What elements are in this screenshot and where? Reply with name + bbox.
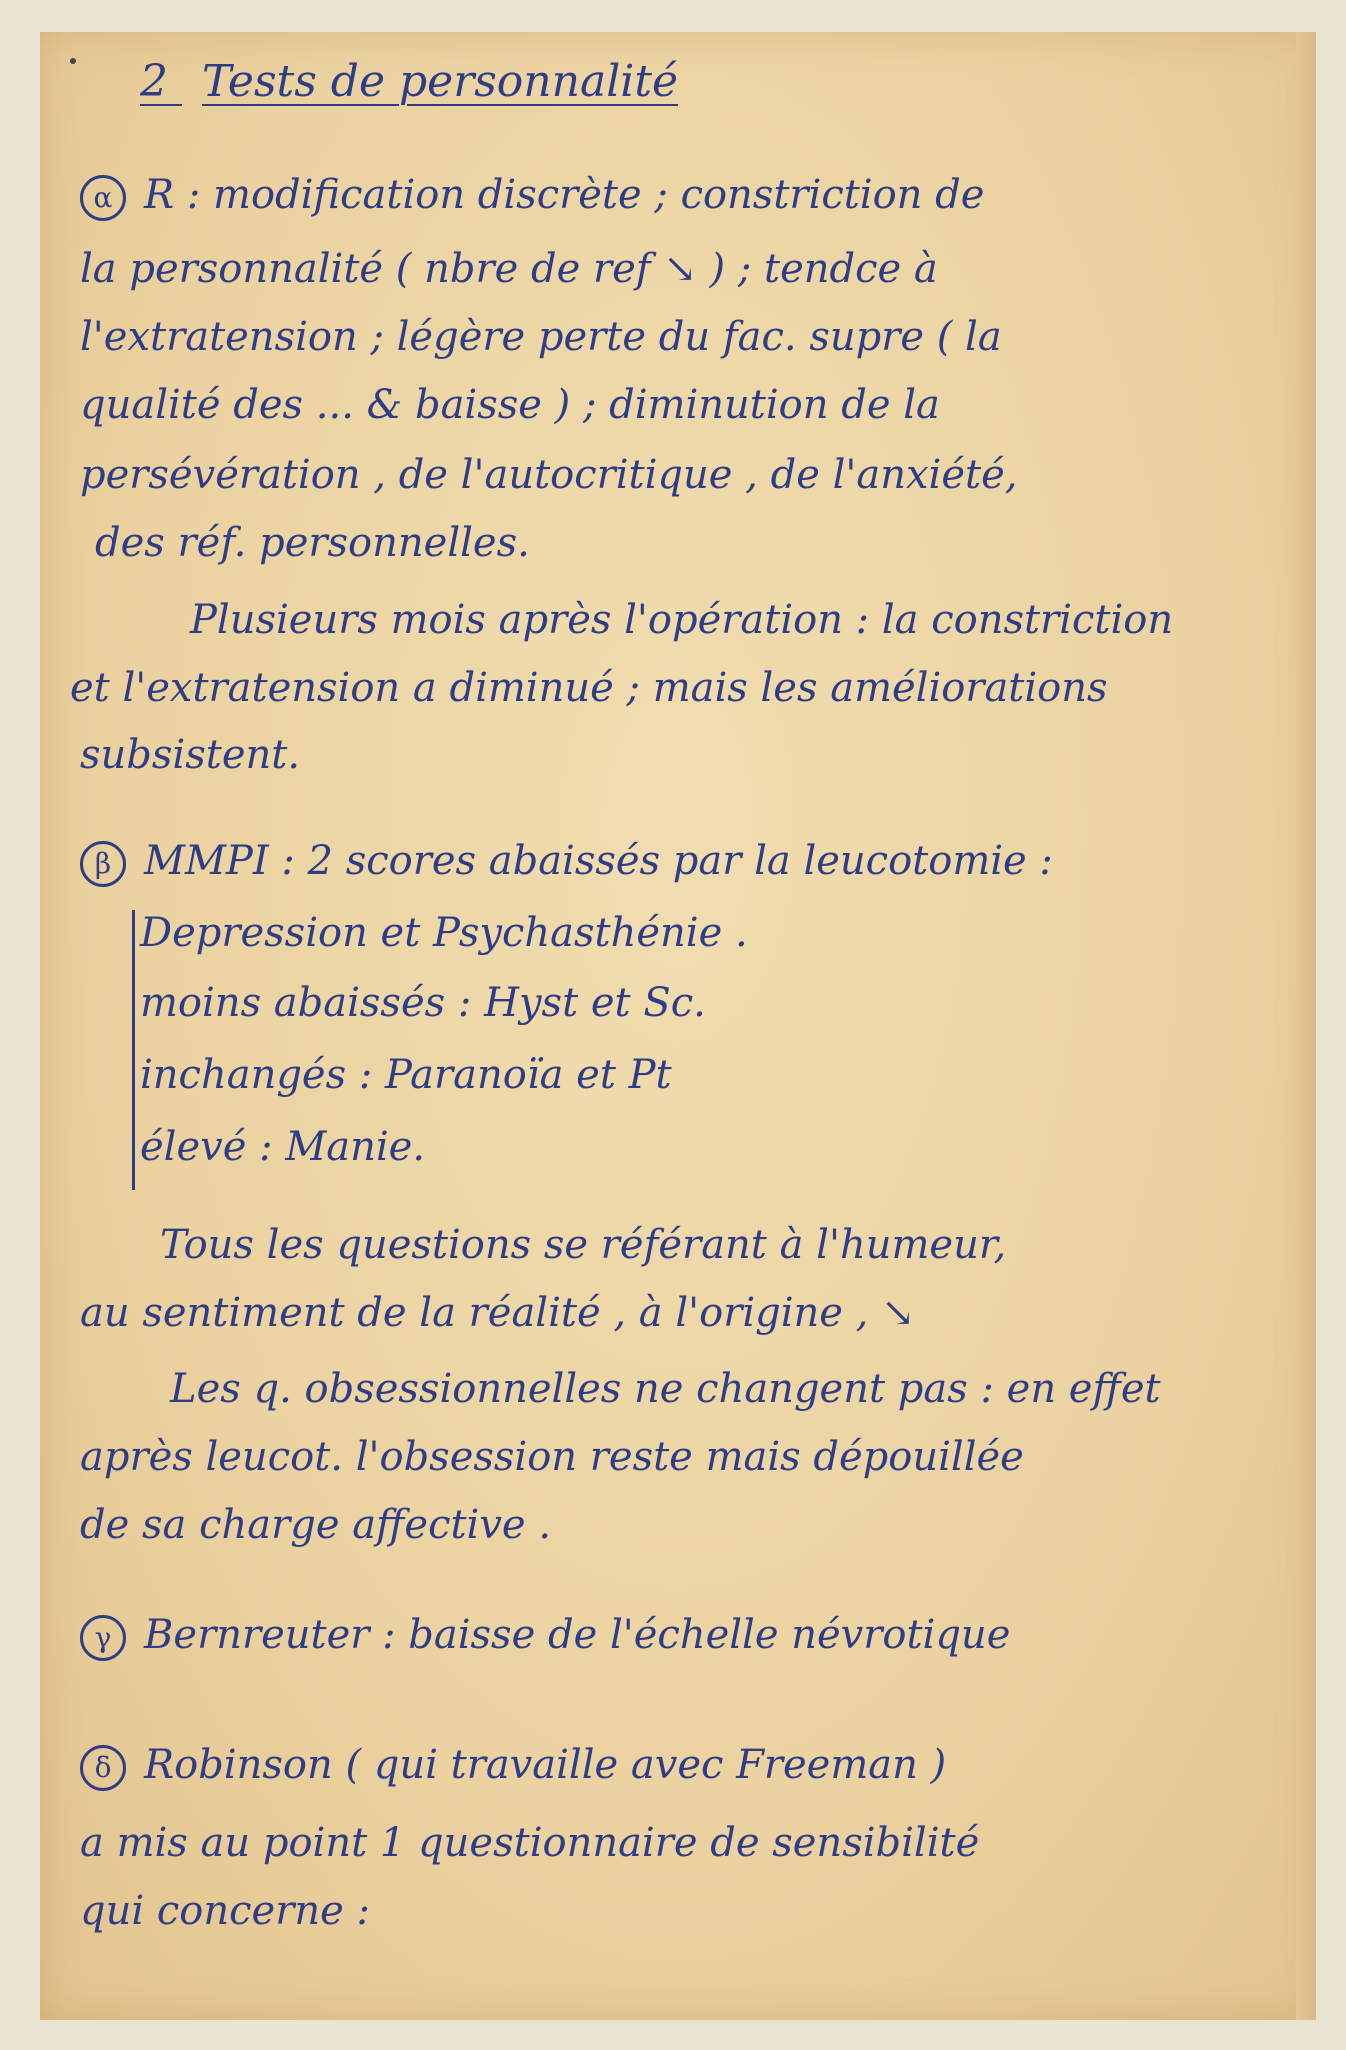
- section-beta-line-6: Tous les questions se référant à l'humeur,: [160, 1222, 1007, 1268]
- section-alpha-line-2: la personnalité ( nbre de ref ↘ ) ; tendce à: [80, 246, 938, 292]
- section-delta-line-3: qui concerne :: [80, 1888, 370, 1934]
- manuscript-page: [40, 32, 1316, 2020]
- section-beta-line-10: de sa charge affective .: [80, 1502, 552, 1548]
- section-beta-line-1: β MMPI : 2 scores abaissés par la leucotomie :: [80, 838, 1053, 887]
- section-alpha-line-3: l'extratension ; légère perte du fac. supre ( la: [80, 314, 1002, 360]
- section-beta-line-5: élevé : Manie.: [140, 1124, 426, 1170]
- ink-dot: [70, 58, 76, 64]
- marker-delta: δ: [80, 1745, 126, 1791]
- section-alpha-line-9: subsistent.: [80, 732, 301, 778]
- section-delta-line-1: δ Robinson ( qui travaille avec Freeman ): [80, 1742, 946, 1791]
- heading-number: 2: [140, 56, 168, 107]
- marker-beta: β: [80, 841, 126, 887]
- section-beta-line-7: au sentiment de la réalité , à l'origine , ↘: [80, 1290, 915, 1336]
- section-alpha-line-1: α R : modification discrète ; constriction de: [80, 172, 984, 221]
- margin-bracket-line: [132, 910, 135, 1190]
- section-beta-line-2: Depression et Psychasthénie .: [140, 910, 748, 956]
- section-alpha-line-5: persévération , de l'autocritique , de l'anxiété,: [80, 452, 1018, 498]
- marker-gamma: γ: [80, 1615, 126, 1661]
- section-beta-line-4: inchangés : Paranoïa et Pt: [140, 1052, 672, 1098]
- section-alpha-line-7: Plusieurs mois après l'opération : la constriction: [190, 597, 1174, 643]
- page-edge: [1296, 32, 1316, 2020]
- section-alpha-line-8: et l'extratension a diminué ; mais les améliorations: [70, 665, 1108, 711]
- section-beta-line-9: après leucot. l'obsession reste mais dépouillée: [80, 1434, 1024, 1480]
- heading-text: Tests de personnalité: [202, 56, 679, 107]
- section-alpha-line-6: des réf. personnelles.: [95, 520, 530, 566]
- section-delta-line-2: a mis au point 1 questionnaire de sensibilité: [80, 1820, 980, 1866]
- section-alpha-line-4: qualité des ... & baisse ) ; diminution de la: [80, 382, 940, 428]
- section-beta-line-8: Les q. obsessionnelles ne changent pas : en effet: [170, 1366, 1161, 1412]
- section-gamma-line-1: γ Bernreuter : baisse de l'échelle névrotique: [80, 1612, 1010, 1661]
- marker-alpha: α: [80, 175, 126, 221]
- section-beta-line-3: moins abaissés : Hyst et Sc.: [140, 980, 706, 1026]
- page-heading: [140, 56, 678, 107]
